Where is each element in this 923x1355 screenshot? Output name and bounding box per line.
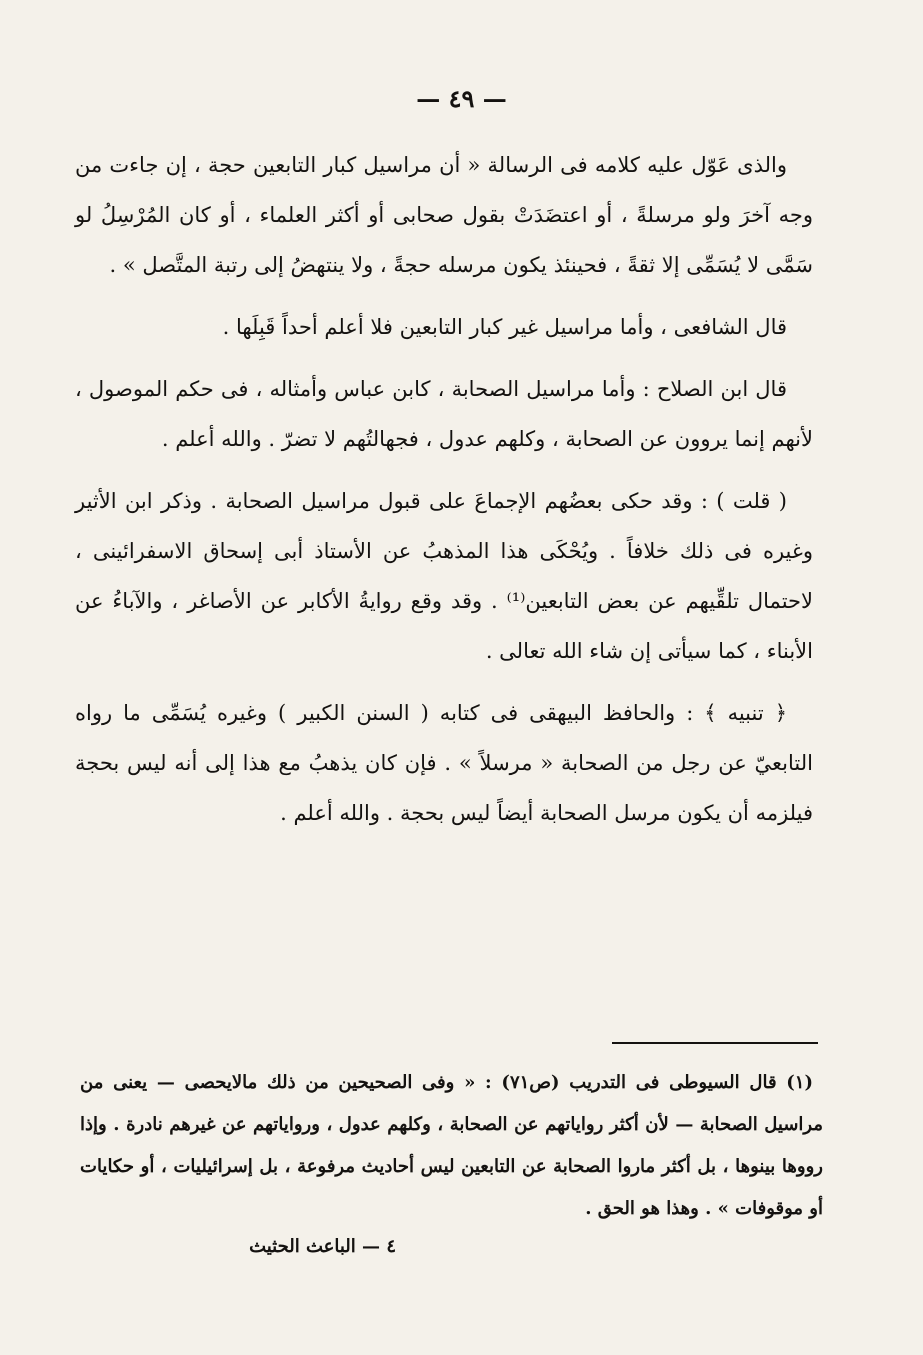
paragraph: ﴿ تنبيه ﴾ : والحافظ البيهقى فى كتابه ( السنن الكبير ) وغيره يُسَمِّى ما رواه التابعيّ عن رجل من الصحابة « مرسلاً » . فإن كان يذهبُ مع هذا إلى أنه ليس بحجة فيلزمه أن يكون مرسل الصحابة أيضاً ليس بحجة . والله أعلم .: [75, 701, 813, 825]
main-text: [75, 140, 813, 850]
page-number: — ٤٩ —: [416, 84, 507, 113]
footnote: (١) قال السيوطى فى التدريب (ص٧١) : « وفى الصحيحين من ذلك مالايحصى — يعنى من مراسيل الصحابة — لأن أكثر رواياتهم عن الصحابة ، وكلهم عدول ، ورواياتهم عن غيرهم نادرة . وإذا رووها بينوها ، بل أكثر ماروا الصحابة عن التابعين ليس أحاديث مرفوعة ، بل إسرائيليات ، أو حكايات أو موقوفات » . وهذا هو الحق .: [80, 1072, 823, 1219]
footnote-separator: [612, 1042, 818, 1044]
signature-line: ٤ — الباعث الحثيث: [249, 1236, 396, 1257]
paragraph: قال ابن الصلاح : وأما مراسيل الصحابة ، كابن عباس وأمثاله ، فى حكم الموصول ، لأنهم إنما يروون عن الصحابة ، وكلهم عدول ، فجهالتُهم لا تضرّ . والله أعلم .: [75, 377, 813, 451]
paragraph: والذى عَوّل عليه كلامه فى الرسالة « أن مراسيل كبار التابعين حجة ، إن جاءت من وجه آخرَ ولو مرسلةً ، أو اعتضَدَتْ بقول صحابى أو أكثر العلماء ، أو كان المُرْسِلُ لو سَمَّى لا يُسَمِّى إلا ثقةً ، فحينئذ يكون مرسله حجةً ، ولا ينتهضُ إلى رتبة المتَّصل » .: [75, 153, 813, 277]
paragraph: ( قلت ) : وقد حكى بعضُهم الإجماعَ على قبول مراسيل الصحابة . وذكر ابن الأثير وغيره فى ذلك خلافاً . ويُحْكَى هذا المذهبُ عن الأستاذ أبى إسحاق الاسفرائينى ، لاحتمال تلقِّيهم عن بعض التابعين⁽¹⁾ . وقد وقع روايةُ الأكابر عن الأصاغر ، والآباءُ عن الأبناء ، كما سيأتى إن شاء الله تعالى .: [75, 489, 813, 663]
paragraph: قال الشافعى ، وأما مراسيل غير كبار التابعين فلا أعلم أحداً قَبِلَها .: [222, 315, 787, 339]
footnotes: [80, 1062, 823, 1230]
